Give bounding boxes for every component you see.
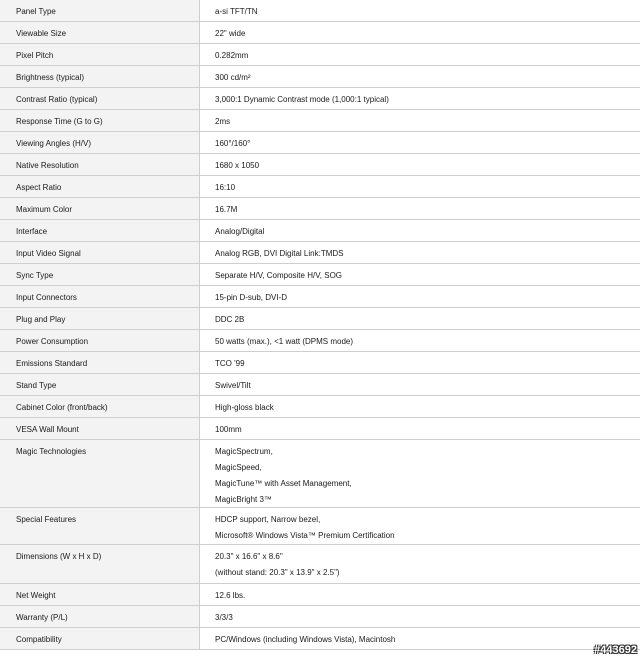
spec-label: Response Time (G to G) [0, 110, 200, 131]
spec-value-line: 3,000:1 Dynamic Contrast mode (1,000:1 typical) [215, 95, 389, 104]
spec-value-line: 2ms [215, 117, 231, 126]
spec-label: Net Weight [0, 584, 200, 605]
spec-row [0, 154, 640, 176]
spec-value-line: MagicTune™ with Asset Management, [215, 479, 352, 488]
spec-row [0, 264, 640, 286]
spec-value-line: (without stand: 20.3" x 13.9" x 2.5") [215, 568, 340, 577]
spec-value [200, 44, 640, 65]
spec-value [200, 628, 640, 649]
spec-label: Maximum Color [0, 198, 200, 219]
spec-value-line: 0.282mm [215, 51, 249, 60]
spec-value-line: 160°/160° [215, 139, 251, 148]
spec-value [200, 198, 640, 219]
spec-label: Input Video Signal [0, 242, 200, 263]
spec-value [200, 440, 640, 507]
spec-row [0, 242, 640, 264]
spec-value-line: 3/3/3 [215, 613, 233, 622]
spec-label: Viewable Size [0, 22, 200, 43]
spec-row [0, 584, 640, 606]
spec-label: Emissions Standard [0, 352, 200, 373]
spec-value [200, 0, 640, 21]
spec-label: VESA Wall Mount [0, 418, 200, 439]
spec-value [200, 308, 640, 329]
spec-value [200, 66, 640, 87]
spec-value [200, 508, 640, 544]
spec-value-line: MagicSpeed, [215, 463, 262, 472]
spec-label: Dimensions (W x H x D) [0, 545, 200, 583]
spec-value [200, 606, 640, 627]
spec-value-line: Analog/Digital [215, 227, 265, 236]
spec-label: Plug and Play [0, 308, 200, 329]
spec-label: Contrast Ratio (typical) [0, 88, 200, 109]
spec-row [0, 110, 640, 132]
spec-label: Panel Type [0, 0, 200, 21]
spec-row [0, 132, 640, 154]
spec-label: Sync Type [0, 264, 200, 285]
spec-label: Brightness (typical) [0, 66, 200, 87]
spec-label: Cabinet Color (front/back) [0, 396, 200, 417]
spec-value-line: Analog RGB, DVI Digital Link:TMDS [215, 249, 344, 258]
spec-value-line: 16.7M [215, 205, 238, 214]
spec-value-line: MagicSpectrum, [215, 447, 273, 456]
spec-value [200, 176, 640, 197]
spec-value [200, 286, 640, 307]
spec-row [0, 440, 640, 508]
spec-row [0, 220, 640, 242]
spec-label: Magic Technologies [0, 440, 200, 507]
spec-value-line: 50 watts (max.), <1 watt (DPMS mode) [215, 337, 354, 346]
spec-value-line: 12.6 lbs. [215, 591, 246, 600]
spec-label: Viewing Angles (H/V) [0, 132, 200, 153]
spec-row [0, 374, 640, 396]
spec-value [200, 584, 640, 605]
spec-value-line: 15-pin D-sub, DVI-D [215, 293, 288, 302]
spec-value [200, 545, 640, 583]
spec-label: Input Connectors [0, 286, 200, 307]
spec-row [0, 330, 640, 352]
spec-value [200, 396, 640, 417]
spec-value [200, 330, 640, 351]
spec-value-line: TCO '99 [215, 359, 245, 368]
spec-row [0, 176, 640, 198]
spec-value-line: 1680 x 1050 [215, 161, 260, 170]
spec-label: Pixel Pitch [0, 44, 200, 65]
spec-value-line: Separate H/V, Composite H/V, SOG [215, 271, 343, 280]
spec-value-line: 22" wide [215, 29, 246, 38]
spec-value [200, 264, 640, 285]
spec-label: Interface [0, 220, 200, 241]
spec-value [200, 374, 640, 395]
spec-value-line: High-gloss black [215, 403, 274, 412]
spec-row [0, 66, 640, 88]
spec-row [0, 508, 640, 545]
spec-row [0, 352, 640, 374]
spec-row [0, 545, 640, 584]
spec-row [0, 286, 640, 308]
spec-row [0, 418, 640, 440]
spec-label: Special Features [0, 508, 200, 544]
spec-row [0, 308, 640, 330]
spec-row [0, 628, 640, 650]
spec-value-line: Microsoft® Windows Vista™ Premium Certification [215, 531, 395, 540]
spec-value [200, 132, 640, 153]
spec-label: Aspect Ratio [0, 176, 200, 197]
spec-value-line: 20.3" x 16.6" x 8.6" [215, 552, 283, 561]
spec-value [200, 22, 640, 43]
spec-row [0, 22, 640, 44]
spec-value-line: 100mm [215, 425, 242, 434]
spec-label: Native Resolution [0, 154, 200, 175]
spec-value [200, 418, 640, 439]
spec-value [200, 110, 640, 131]
spec-value [200, 352, 640, 373]
spec-value-line: PC/Windows (including Windows Vista), Macintosh [215, 635, 396, 644]
spec-label: Compatibility [0, 628, 200, 649]
spec-value [200, 220, 640, 241]
spec-value-line: MagicBright 3™ [215, 495, 272, 504]
spec-row [0, 0, 640, 22]
spec-value-line: HDCP support, Narrow bezel, [215, 515, 321, 524]
spec-label: Power Consumption [0, 330, 200, 351]
spec-value-line: DDC 2B [215, 315, 245, 324]
spec-value [200, 154, 640, 175]
spec-label: Stand Type [0, 374, 200, 395]
post-number-watermark: #443692 [594, 644, 637, 656]
spec-value-line: a-si TFT/TN [215, 7, 258, 16]
spec-row [0, 606, 640, 628]
spec-value-line: 300 cd/m² [215, 73, 251, 82]
spec-label: Warranty (P/L) [0, 606, 200, 627]
spec-row [0, 396, 640, 418]
spec-row [0, 198, 640, 220]
spec-value [200, 242, 640, 263]
spec-value [200, 88, 640, 109]
spec-row [0, 44, 640, 66]
spec-value-line: Swivel/Tilt [215, 381, 251, 390]
spec-row [0, 88, 640, 110]
spec-value-line: 16:10 [215, 183, 236, 192]
